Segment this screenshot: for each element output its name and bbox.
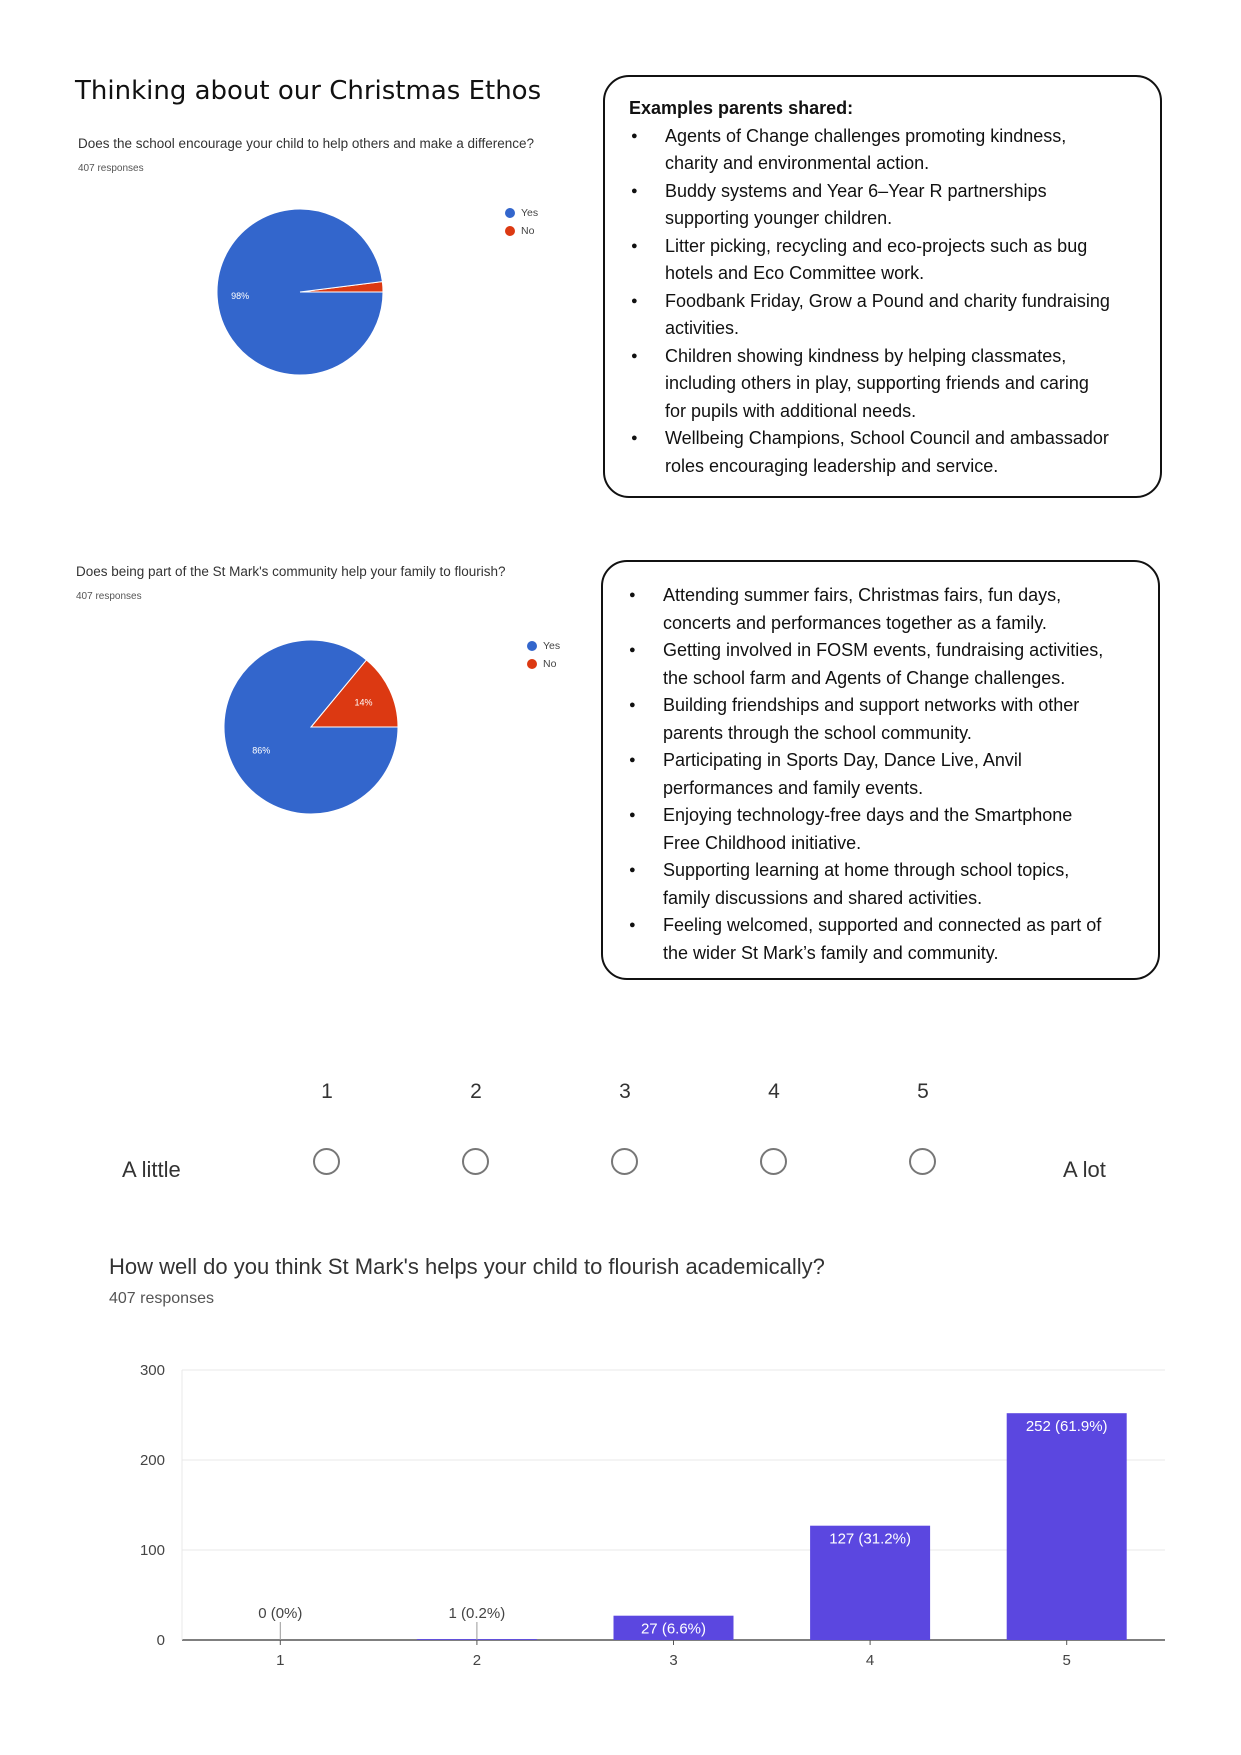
list-item bbox=[605, 343, 1138, 426]
pie-label: 86% bbox=[252, 745, 271, 756]
list-item-text: charity and environmental action. bbox=[665, 153, 930, 173]
bullet-icon: ● bbox=[629, 919, 636, 931]
examples-heading: Examples parents shared: bbox=[629, 98, 854, 118]
scale-low-label: A little bbox=[122, 1157, 181, 1182]
list-item-text: Building friendships and support networks with other bbox=[663, 695, 1080, 715]
bar-data-label: 252 (61.9%) bbox=[1025, 1418, 1108, 1436]
x-tick-label: 1 bbox=[276, 1652, 285, 1669]
scale-radio-5[interactable] bbox=[909, 1148, 936, 1175]
list-item bbox=[603, 912, 1136, 967]
scale-number-1: 1 bbox=[321, 1080, 333, 1103]
bullet-icon: ● bbox=[629, 699, 636, 711]
pie-label: 98% bbox=[231, 290, 250, 301]
bullet-icon: ● bbox=[631, 294, 638, 307]
bullet-icon: ● bbox=[629, 644, 636, 656]
legend-swatch bbox=[505, 208, 515, 218]
scale-number-5: 5 bbox=[917, 1080, 929, 1103]
scale-number-3: 3 bbox=[619, 1080, 631, 1103]
bullet-icon: ● bbox=[629, 809, 636, 821]
bullet-icon: ● bbox=[629, 864, 636, 876]
list-item bbox=[603, 582, 1136, 637]
list-item-text: Children showing kindness by helping classmates, bbox=[665, 345, 1067, 366]
legend-item-yes bbox=[505, 204, 538, 222]
bar-question: How well do you think St Mark's helps your child to flourish academically? bbox=[109, 1254, 825, 1279]
list-item-text: supporting younger children. bbox=[665, 208, 893, 228]
examples-box-2 bbox=[601, 560, 1160, 980]
list-item-text: hotels and Eco Committee work. bbox=[665, 263, 925, 283]
examples-box-1 bbox=[603, 75, 1162, 498]
bar-data-label: 1 (0.2%) bbox=[448, 1605, 506, 1622]
x-tick-label: 5 bbox=[1062, 1652, 1071, 1669]
scale-radio-3[interactable] bbox=[611, 1148, 638, 1175]
bullet-icon: ● bbox=[631, 184, 638, 197]
list-item-text: concerts and performances together as a family. bbox=[663, 612, 1047, 633]
legend-swatch bbox=[527, 641, 537, 651]
list-item-text: Free Childhood initiative. bbox=[663, 832, 862, 853]
examples-list-1 bbox=[605, 123, 1138, 481]
list-item-text: Participating in Sports Day, Dance Live, Anvil bbox=[663, 750, 1022, 770]
scale-radio-2[interactable] bbox=[462, 1148, 489, 1175]
list-item bbox=[603, 637, 1136, 692]
list-item-text: Enjoying technology-free days and the Smartphone bbox=[663, 805, 1073, 825]
list-item bbox=[603, 857, 1136, 912]
bullet-icon: ● bbox=[631, 432, 638, 444]
bullet-icon: ● bbox=[631, 129, 638, 142]
bullet-icon: ● bbox=[629, 589, 636, 601]
list-item bbox=[603, 747, 1136, 802]
bar-responses: 407 responses bbox=[109, 1290, 214, 1307]
pie2-question: Does being part of the St Mark's community help your family to flourish? bbox=[76, 564, 506, 579]
list-item-text: the wider St Mark’s family and community. bbox=[663, 942, 999, 963]
legend-item-yes bbox=[527, 637, 560, 655]
examples-list-2 bbox=[603, 582, 1136, 967]
legend-label: No bbox=[543, 658, 557, 670]
legend-item-no bbox=[527, 655, 560, 673]
scale-radio-1[interactable] bbox=[313, 1148, 340, 1175]
list-item-text: Foodbank Friday, Grow a Pound and charity fundraising bbox=[665, 290, 1110, 311]
scale-radio-4[interactable] bbox=[760, 1148, 787, 1175]
pie1-chart bbox=[200, 200, 400, 390]
list-item-text: roles encouraging leadership and service. bbox=[665, 455, 999, 476]
list-item-text: Wellbeing Champions, School Council and ambassador bbox=[665, 428, 1109, 448]
pie1-question: Does the school encourage your child to help others and make a difference? bbox=[78, 136, 535, 151]
bar-chart bbox=[100, 1330, 1180, 1669]
list-item bbox=[605, 288, 1138, 343]
legend-item-no bbox=[505, 222, 538, 240]
y-tick-label: 100 bbox=[139, 1542, 165, 1559]
pie2-responses: 407 responses bbox=[76, 591, 142, 602]
pie-label: 14% bbox=[354, 697, 373, 708]
bar-data-label: 27 (6.6%) bbox=[640, 1620, 707, 1638]
list-item-text: Attending summer fairs, Christmas fairs, fun days, bbox=[663, 585, 1062, 605]
legend-label: Yes bbox=[521, 207, 539, 219]
list-item bbox=[605, 178, 1138, 233]
y-tick-label: 200 bbox=[139, 1452, 165, 1469]
list-item-text: the school farm and Agents of Change challenges. bbox=[663, 667, 1066, 688]
legend-swatch bbox=[505, 226, 515, 236]
list-item-text: including others in play, supporting friends and caring bbox=[665, 373, 1089, 393]
bullet-icon: ● bbox=[631, 349, 638, 362]
page-heading: Thinking about our Christmas Ethos bbox=[75, 76, 542, 106]
pie2-legend bbox=[527, 637, 560, 673]
x-tick-label: 2 bbox=[472, 1652, 482, 1669]
list-item-text: performances and family events. bbox=[663, 777, 924, 798]
bullet-icon: ● bbox=[629, 754, 636, 766]
list-item-text: activities. bbox=[665, 318, 740, 338]
legend-label: Yes bbox=[543, 640, 561, 652]
y-tick-label: 300 bbox=[139, 1362, 165, 1379]
list-item bbox=[605, 123, 1138, 178]
bar-data-label: 0 (0%) bbox=[258, 1605, 303, 1622]
y-tick-label: 0 bbox=[156, 1632, 165, 1649]
x-tick-label: 3 bbox=[669, 1652, 678, 1669]
bullet-icon: ● bbox=[631, 239, 638, 252]
scale-number-4: 4 bbox=[768, 1080, 780, 1103]
x-tick-label: 4 bbox=[865, 1652, 875, 1669]
scale-high-label: A lot bbox=[1063, 1157, 1106, 1182]
list-item-text: Supporting learning at home through school topics, bbox=[663, 860, 1070, 880]
list-item-text: Getting involved in FOSM events, fundraising activities, bbox=[663, 640, 1104, 660]
pie2-chart bbox=[205, 630, 415, 820]
list-item-text: Buddy systems and Year 6–Year R partnerships bbox=[665, 180, 1047, 201]
scale-number-2: 2 bbox=[470, 1080, 482, 1103]
list-item bbox=[605, 425, 1138, 480]
list-item-text: Feeling welcomed, supported and connected as part of bbox=[663, 915, 1102, 935]
list-item bbox=[605, 233, 1138, 288]
list-item bbox=[603, 692, 1136, 747]
list-item-text: Litter picking, recycling and eco-projects such as bug bbox=[665, 235, 1088, 256]
list-item-text: Agents of Change challenges promoting kindness, bbox=[665, 125, 1067, 146]
bar-5 bbox=[1007, 1413, 1127, 1640]
list-item-text: family discussions and shared activities. bbox=[663, 887, 983, 908]
legend-swatch bbox=[527, 659, 537, 669]
bar-data-label: 127 (31.2%) bbox=[829, 1530, 911, 1548]
pie1-responses: 407 responses bbox=[78, 163, 144, 174]
legend-label: No bbox=[521, 225, 535, 237]
list-item-text: parents through the school community. bbox=[663, 722, 972, 743]
list-item bbox=[603, 802, 1136, 857]
pie1-legend bbox=[505, 204, 538, 240]
list-item-text: for pupils with additional needs. bbox=[665, 400, 917, 421]
